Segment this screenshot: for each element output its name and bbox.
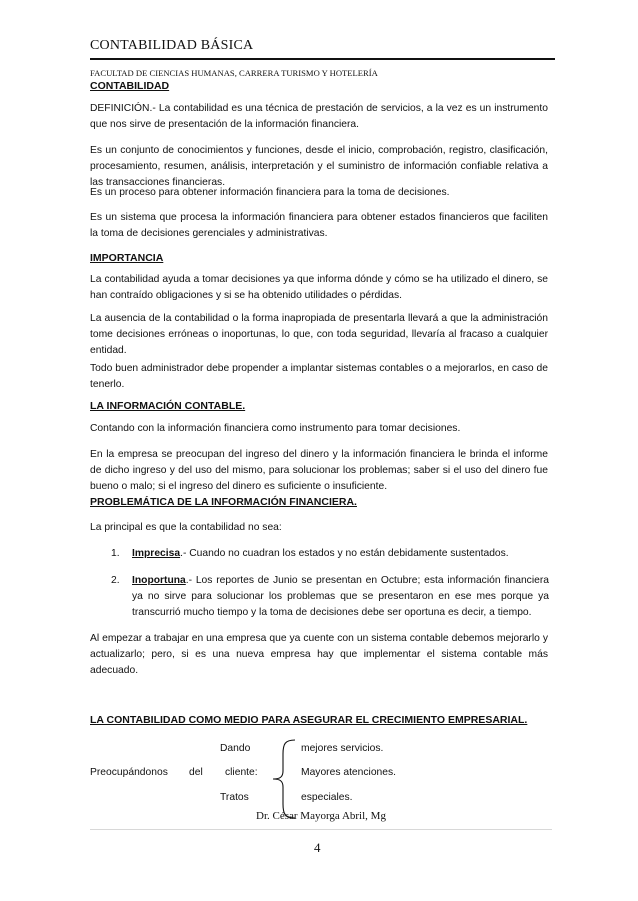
list-item-number: 2. <box>111 575 120 586</box>
paragraph-info-1: Contando con la información financiera como instrumento para tomar decisiones. <box>90 423 461 434</box>
growth-right-3: especiales. <box>301 792 353 803</box>
running-header-title: CONTABILIDAD BÁSICA <box>90 38 254 53</box>
list-item-term: Inoportuna <box>132 575 186 586</box>
paragraph-definition: DEFINICIÓN.- La contabilidad es una técnica de prestación de servicios, a la vez es un instrumento que nos sirve de presentación de la información financiera. <box>90 103 548 130</box>
faculty-line: FACULTAD DE CIENCIAS HUMANAS, CARRERA TURISMO Y HOTELERÍA <box>90 68 378 78</box>
heading-importancia: IMPORTANCIA <box>90 252 164 264</box>
curly-brace-icon <box>268 738 298 820</box>
heading-problematica: PROBLEMÁTICA DE LA INFORMACIÓN FINANCIERA. <box>90 496 357 508</box>
list-item-text: .- Los reportes de Junio se presentan en Octubre; esta información financiera ya no sirve para solucionar los problemas que se presentaron en ese mes porque ya transcurrió mucho tiempo y la toma de decisiones debe ser oportuna es decir, a tiempo. <box>132 575 549 618</box>
paragraph-problem-outro: Al empezar a trabajar en una empresa que ya cuente con un sistema contable debemos mejorarlo y actualizarlo; pero, si es una nueva empresa hay que implementar el sistema contable más adecuado. <box>90 633 548 676</box>
header-rule <box>90 58 555 60</box>
paragraph-definition-4: Es un sistema que procesa la información financiera para obtener estados financieros que faciliten la toma de decisiones gerenciales y administrativas. <box>90 212 548 239</box>
paragraph-importance-2: La ausencia de la contabilidad o la forma inapropiada de presentarla llevará a que la administración tome decisiones erróneas o inoportunas, lo que, con toda seguridad, llevaría al fracaso a cualquier entidad. <box>90 313 548 356</box>
paragraph-definition-2: Es un conjunto de conocimientos y funciones, desde el inicio, comprobación, registro, clasificación, procesamiento, resumen, análisis, interpretación y el suministro de información confiable relativa a las transacciones financieras. <box>90 145 548 188</box>
growth-left-3: cliente: <box>225 767 258 778</box>
growth-left-1: Preocupándonos <box>90 767 168 778</box>
heading-informacion-contable: LA INFORMACIÓN CONTABLE. <box>90 400 246 412</box>
list-item <box>111 546 549 562</box>
heading-contabilidad: CONTABILIDAD <box>90 80 170 92</box>
author-signature: Dr. César Mayorga Abril, Mg <box>256 810 386 822</box>
heading-crecimiento: LA CONTABILIDAD COMO MEDIO PARA ASEGURAR EL CRECIMIENTO EMPRESARIAL. <box>90 714 528 726</box>
list-item-text: .- Cuando no cuadran los estados y no están debidamente sustentados. <box>180 548 509 559</box>
page-number: 4 <box>314 840 321 855</box>
growth-mid-1: Dando <box>220 743 251 754</box>
growth-right-1: mejores servicios. <box>301 743 384 754</box>
list-item <box>111 573 549 621</box>
paragraph-definition-3: Es un proceso para obtener información financiera para la toma de decisiones. <box>90 187 450 198</box>
growth-mid-2: Tratos <box>220 792 249 803</box>
growth-left-2: del <box>189 767 203 778</box>
footer-rule <box>90 829 552 830</box>
list-item-number: 1. <box>111 548 120 559</box>
paragraph-info-2: En la empresa se preocupan del ingreso del dinero y la información financiera le brinda el informe de dicho ingreso y del uso del mismo, para solucionar los problemas; saber si el uso del dinero fue bueno o malo; si el ingreso del dinero es suficiente o insuficiente. <box>90 449 548 492</box>
list-item-term: Imprecisa <box>132 548 181 559</box>
growth-right-2: Mayores atenciones. <box>301 767 397 778</box>
paragraph-importance-3: Todo buen administrador debe propender a implantar sistemas contables o a mejorarlos, en caso de tenerlo. <box>90 363 548 390</box>
paragraph-problem-intro: La principal es que la contabilidad no sea: <box>90 522 282 533</box>
paragraph-importance-1: La contabilidad ayuda a tomar decisiones ya que informa dónde y cómo se ha utilizado el dinero, se han contraído obligaciones y si se ha obtenido utilidades o pérdidas. <box>90 274 548 301</box>
